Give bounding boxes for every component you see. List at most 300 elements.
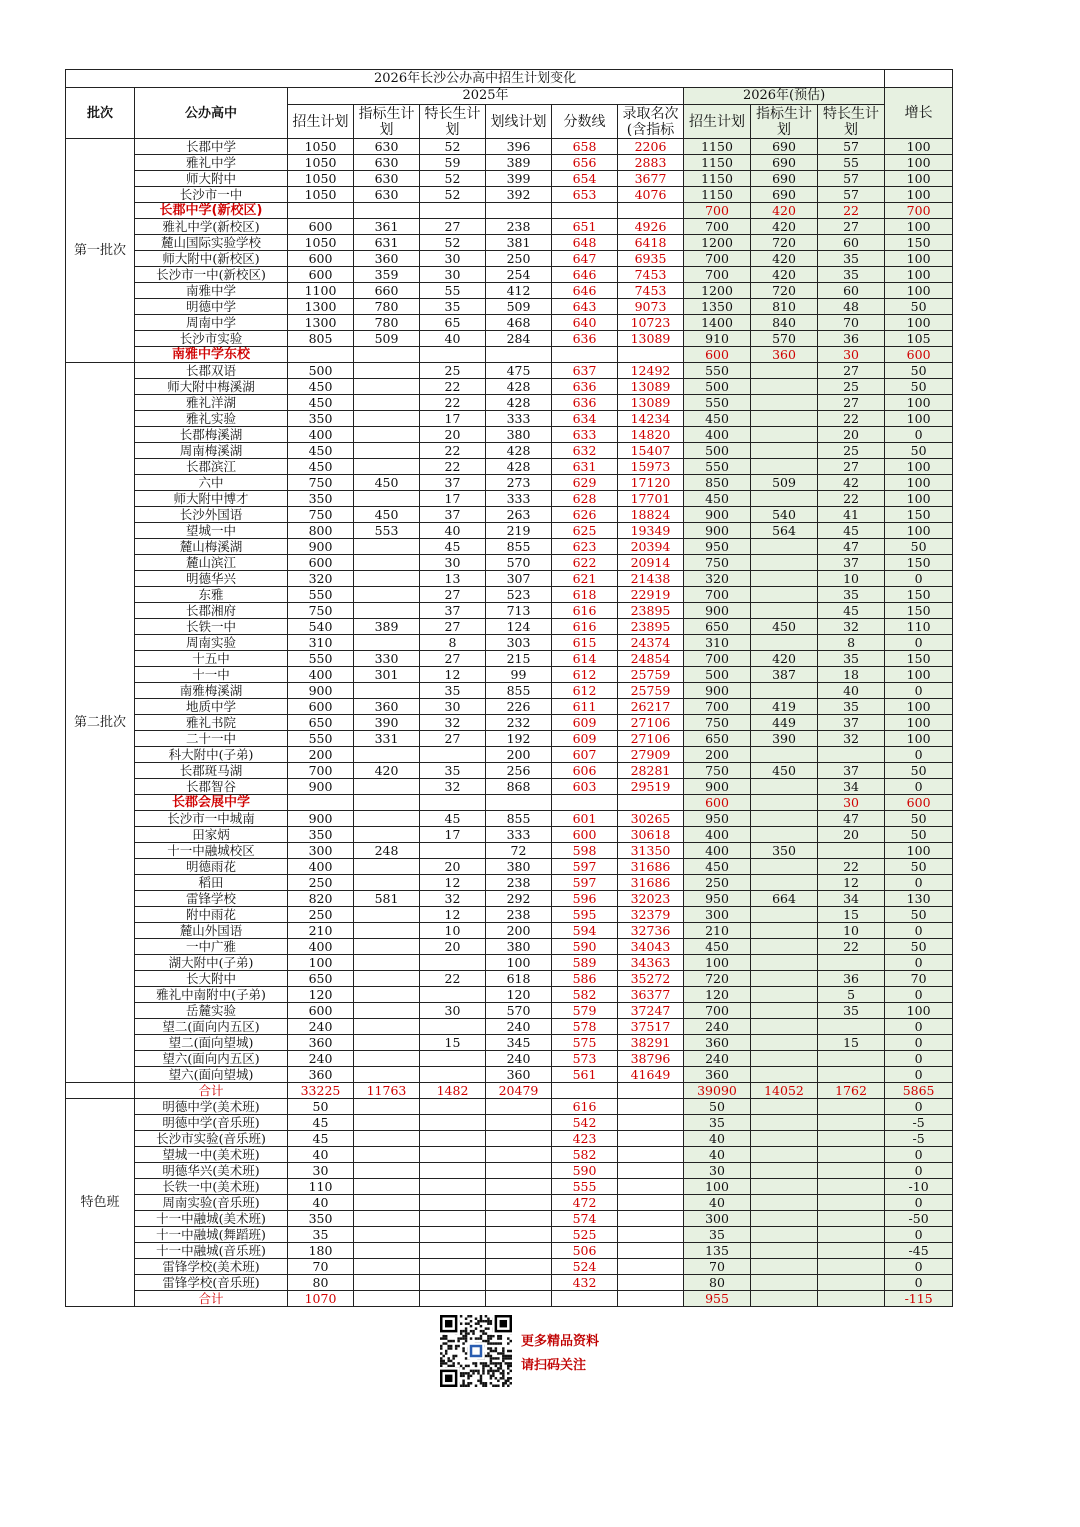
growth: -5 [885, 1115, 953, 1131]
table-row [66, 347, 953, 363]
special-2026: 35 [818, 1003, 885, 1019]
score-2025: 623 [552, 539, 618, 555]
score-2025: 578 [552, 1019, 618, 1035]
quota-2025: 330 [354, 651, 420, 667]
score-2025: 632 [552, 443, 618, 459]
score-2025: 607 [552, 747, 618, 763]
rank-2025: 32736 [618, 923, 684, 939]
enroll-2025: 80 [288, 1275, 354, 1291]
special-2025: 22 [420, 459, 486, 475]
quota-2025 [354, 1179, 420, 1195]
score-2025: 582 [552, 1147, 618, 1163]
school-name: 十一中 [135, 667, 288, 683]
growth: 0 [885, 1019, 953, 1035]
special-2026: 20 [818, 427, 885, 443]
school-name: 田家炳 [135, 827, 288, 843]
enroll-2026: 950 [684, 539, 751, 555]
table-row [66, 1019, 953, 1035]
special-2026: 27 [818, 219, 885, 235]
quota-2025 [354, 971, 420, 987]
qr-caption [521, 1330, 599, 1378]
header-2025: 2025年 [288, 88, 684, 105]
total-row [66, 1083, 953, 1099]
school-name: 南雅梅溪湖 [135, 683, 288, 699]
enroll-2025: 210 [288, 923, 354, 939]
line-plan-2025 [486, 1131, 552, 1147]
score-2025: 609 [552, 731, 618, 747]
special-2025: 20 [420, 859, 486, 875]
table-row [66, 651, 953, 667]
line-plan-2025: 389 [486, 155, 552, 171]
quota-2026: 509 [751, 475, 818, 491]
table-row [66, 555, 953, 571]
line-plan-2025: 399 [486, 171, 552, 187]
special-2025: 30 [420, 267, 486, 283]
total-special-2026: 1762 [818, 1083, 885, 1099]
quota-2026: 570 [751, 331, 818, 347]
enroll-2025: 1100 [288, 283, 354, 299]
special-2026: 36 [818, 331, 885, 347]
line-plan-2025: 226 [486, 699, 552, 715]
line-plan-2025: 238 [486, 875, 552, 891]
enroll-2026: 320 [684, 571, 751, 587]
line-plan-2025: 254 [486, 267, 552, 283]
school-name: 雷锋学校 [135, 891, 288, 907]
table-row [66, 299, 953, 315]
special-2026 [818, 1259, 885, 1275]
score-2025: 612 [552, 667, 618, 683]
quota-2025: 360 [354, 699, 420, 715]
enroll-2025: 600 [288, 699, 354, 715]
special-2025: 32 [420, 891, 486, 907]
quota-2025 [354, 459, 420, 475]
line-plan-2025 [486, 1099, 552, 1115]
special-2026: 30 [818, 347, 885, 363]
rank-2025: 24854 [618, 651, 684, 667]
special-2025 [420, 1243, 486, 1259]
quota-2026 [751, 379, 818, 395]
total-blank [618, 1291, 684, 1307]
school-name: 雅礼实验 [135, 411, 288, 427]
enroll-2026: 720 [684, 971, 751, 987]
quota-2026 [751, 955, 818, 971]
enroll-2025: 320 [288, 571, 354, 587]
special-2026: 32 [818, 619, 885, 635]
school-name: 麓山滨江 [135, 555, 288, 571]
growth: 100 [885, 699, 953, 715]
special-2026: 57 [818, 139, 885, 155]
table-row [66, 1067, 953, 1083]
special-2025: 17 [420, 827, 486, 843]
batch-label: 特色班 [66, 1099, 135, 1307]
special-2025: 27 [420, 219, 486, 235]
quota-2026: 720 [751, 235, 818, 251]
quota-2025: 509 [354, 331, 420, 347]
quota-2026: 450 [751, 619, 818, 635]
enroll-2025: 360 [288, 1067, 354, 1083]
rank-2025: 6935 [618, 251, 684, 267]
enroll-2026: 700 [684, 219, 751, 235]
line-plan-2025: 219 [486, 523, 552, 539]
special-2025: 37 [420, 507, 486, 523]
table-row [66, 827, 953, 843]
growth: 100 [885, 731, 953, 747]
table-row [66, 1035, 953, 1051]
table-row [66, 763, 953, 779]
enroll-2025: 1300 [288, 315, 354, 331]
special-2025 [420, 1019, 486, 1035]
school-name: 长铁一中 [135, 619, 288, 635]
enroll-2025: 240 [288, 1019, 354, 1035]
school-name: 师大附中 [135, 171, 288, 187]
special-2025: 65 [420, 315, 486, 331]
line-plan-2025: 256 [486, 763, 552, 779]
line-plan-2025 [486, 203, 552, 219]
growth: 100 [885, 315, 953, 331]
growth: 50 [885, 539, 953, 555]
quota-2026: 390 [751, 731, 818, 747]
growth: 50 [885, 379, 953, 395]
enroll-2025: 750 [288, 507, 354, 523]
table-row [66, 683, 953, 699]
score-2025: 579 [552, 1003, 618, 1019]
score-2025: 597 [552, 859, 618, 875]
quota-2025 [354, 443, 420, 459]
special-2025 [420, 747, 486, 763]
title-blank-cell [885, 70, 953, 88]
rank-2025: 27909 [618, 747, 684, 763]
quota-2025: 581 [354, 891, 420, 907]
line-plan-2025: 232 [486, 715, 552, 731]
rank-2025: 31350 [618, 843, 684, 859]
special-2026: 22 [818, 411, 885, 427]
enroll-2025: 360 [288, 1035, 354, 1051]
score-2025: 654 [552, 171, 618, 187]
quota-2026 [751, 411, 818, 427]
enroll-2026: 200 [684, 747, 751, 763]
quota-2025 [354, 571, 420, 587]
quota-2026: 720 [751, 283, 818, 299]
table-row [66, 843, 953, 859]
line-plan-2025 [486, 1227, 552, 1243]
school-name: 雅礼中学 [135, 155, 288, 171]
growth: 0 [885, 635, 953, 651]
enroll-2026: 550 [684, 395, 751, 411]
quota-2025 [354, 1163, 420, 1179]
quota-2025 [354, 747, 420, 763]
growth: 0 [885, 1195, 953, 1211]
rank-2025 [618, 1163, 684, 1179]
enroll-2026: 1150 [684, 139, 751, 155]
school-name: 长沙外国语 [135, 507, 288, 523]
special-2026 [818, 1019, 885, 1035]
score-2025: 653 [552, 187, 618, 203]
table-row [66, 1243, 953, 1259]
enroll-2025: 300 [288, 843, 354, 859]
line-plan-2025 [486, 1243, 552, 1259]
rank-2025: 23895 [618, 619, 684, 635]
line-plan-2025 [486, 1259, 552, 1275]
line-plan-2025: 120 [486, 987, 552, 1003]
enroll-2025: 750 [288, 603, 354, 619]
quota-2025 [354, 811, 420, 827]
special-2026: 22 [818, 491, 885, 507]
table-row [66, 747, 953, 763]
school-name: 地质中学 [135, 699, 288, 715]
enroll-2025: 550 [288, 731, 354, 747]
line-plan-2025: 333 [486, 827, 552, 843]
score-2025: 636 [552, 379, 618, 395]
special-2026: 57 [818, 187, 885, 203]
school-name: 一中广雅 [135, 939, 288, 955]
enroll-2026: 1200 [684, 235, 751, 251]
enroll-2026: 1150 [684, 155, 751, 171]
score-2025: 525 [552, 1227, 618, 1243]
school-name: 望二(面向内五区) [135, 1019, 288, 1035]
growth: 130 [885, 891, 953, 907]
special-2025: 30 [420, 1003, 486, 1019]
table-row [66, 187, 953, 203]
school-name: 麓山外国语 [135, 923, 288, 939]
school-name: 周南梅溪湖 [135, 443, 288, 459]
score-2025: 612 [552, 683, 618, 699]
line-plan-2025: 200 [486, 923, 552, 939]
growth: 0 [885, 1227, 953, 1243]
score-2025: 658 [552, 139, 618, 155]
growth: 110 [885, 619, 953, 635]
table-row [66, 987, 953, 1003]
special-2026 [818, 1115, 885, 1131]
enroll-2026: 40 [684, 1131, 751, 1147]
quota-2026 [751, 603, 818, 619]
quota-2025 [354, 587, 420, 603]
growth: 0 [885, 1275, 953, 1291]
score-2025: 611 [552, 699, 618, 715]
quota-2025: 359 [354, 267, 420, 283]
score-2025: 597 [552, 875, 618, 891]
special-2025: 22 [420, 379, 486, 395]
enroll-2025: 900 [288, 779, 354, 795]
score-2025: 423 [552, 1131, 618, 1147]
special-2026: 36 [818, 971, 885, 987]
line-plan-2025: 868 [486, 779, 552, 795]
rank-2025: 38291 [618, 1035, 684, 1051]
rank-2025 [618, 1211, 684, 1227]
table-row [66, 715, 953, 731]
special-2025: 27 [420, 651, 486, 667]
rank-2025 [618, 1147, 684, 1163]
enroll-2026: 50 [684, 1099, 751, 1115]
growth: 0 [885, 1051, 953, 1067]
special-2026: 37 [818, 715, 885, 731]
special-2026: 37 [818, 763, 885, 779]
enroll-2026: 35 [684, 1227, 751, 1243]
enroll-2025: 250 [288, 907, 354, 923]
special-2026: 25 [818, 379, 885, 395]
quota-2025 [354, 1019, 420, 1035]
special-2025: 37 [420, 475, 486, 491]
special-2026 [818, 1243, 885, 1259]
enroll-2025: 1050 [288, 235, 354, 251]
table-row [66, 363, 953, 379]
quota-2025: 360 [354, 251, 420, 267]
line-plan-2025: 100 [486, 955, 552, 971]
line-plan-2025: 240 [486, 1019, 552, 1035]
enroll-2026: 360 [684, 1035, 751, 1051]
rank-2025: 34363 [618, 955, 684, 971]
table-row [66, 491, 953, 507]
enroll-2026: 1150 [684, 187, 751, 203]
enroll-2026: 900 [684, 507, 751, 523]
growth: 100 [885, 491, 953, 507]
growth: 100 [885, 251, 953, 267]
score-2025: 656 [552, 155, 618, 171]
special-2025: 35 [420, 763, 486, 779]
enroll-2025: 650 [288, 715, 354, 731]
special-2025 [420, 1211, 486, 1227]
growth: 150 [885, 587, 953, 603]
total-blank [486, 1291, 552, 1307]
growth: 0 [885, 1259, 953, 1275]
quota-2025 [354, 555, 420, 571]
school-name: 雅礼书院 [135, 715, 288, 731]
special-2026: 35 [818, 651, 885, 667]
quota-2026 [751, 635, 818, 651]
enroll-2025: 200 [288, 747, 354, 763]
enroll-2026: 100 [684, 1179, 751, 1195]
school-name: 周南中学 [135, 315, 288, 331]
enroll-2026: 910 [684, 331, 751, 347]
school-name: 明德雨花 [135, 859, 288, 875]
enroll-2025: 350 [288, 1211, 354, 1227]
rank-2025 [618, 1099, 684, 1115]
enroll-2026: 900 [684, 779, 751, 795]
table-row [66, 171, 953, 187]
enroll-2026: 700 [684, 699, 751, 715]
quota-2025 [354, 539, 420, 555]
table-row [66, 587, 953, 603]
table-row [66, 331, 953, 347]
total-enroll-2026: 39090 [684, 1083, 751, 1099]
quota-2026 [751, 811, 818, 827]
table-body [66, 139, 953, 1307]
line-plan-2025: 273 [486, 475, 552, 491]
rank-2025: 31686 [618, 859, 684, 875]
total-special-2025: 1482 [420, 1083, 486, 1099]
quota-2025: 420 [354, 763, 420, 779]
special-2025 [420, 1275, 486, 1291]
score-2025: 586 [552, 971, 618, 987]
special-2025 [420, 1147, 486, 1163]
special-2026: 22 [818, 203, 885, 219]
special-2026: 45 [818, 523, 885, 539]
special-2026 [818, 1147, 885, 1163]
quota-2025 [354, 1147, 420, 1163]
growth: 0 [885, 427, 953, 443]
quota-2026 [751, 795, 818, 811]
total-score-blank [552, 1083, 618, 1099]
quota-2025 [354, 827, 420, 843]
special-2025: 13 [420, 571, 486, 587]
table-row [66, 1115, 953, 1131]
growth: 100 [885, 187, 953, 203]
enroll-2025: 600 [288, 219, 354, 235]
enroll-2025: 1300 [288, 299, 354, 315]
quota-2026: 450 [751, 763, 818, 779]
table-row [66, 427, 953, 443]
enroll-2026: 450 [684, 859, 751, 875]
line-plan-2025 [486, 1211, 552, 1227]
table-row [66, 1163, 953, 1179]
qr-code-icon [440, 1315, 512, 1387]
special-2025 [420, 1099, 486, 1115]
table-row [66, 571, 953, 587]
quota-2026 [751, 1211, 818, 1227]
score-2025: 625 [552, 523, 618, 539]
line-plan-2025 [486, 1275, 552, 1291]
school-name: 南雅中学 [135, 283, 288, 299]
special-2025: 30 [420, 699, 486, 715]
header-growth: 增长 [885, 88, 953, 139]
quota-2026 [751, 571, 818, 587]
special-2026: 34 [818, 779, 885, 795]
quota-2026: 664 [751, 891, 818, 907]
quota-2025 [354, 395, 420, 411]
score-2025: 643 [552, 299, 618, 315]
special-2025 [420, 955, 486, 971]
enroll-2026: 1200 [684, 283, 751, 299]
enroll-2025: 110 [288, 1179, 354, 1195]
total-label: 合计 [135, 1291, 288, 1307]
growth: 700 [885, 203, 953, 219]
score-2025: 590 [552, 1163, 618, 1179]
quota-2026 [751, 1099, 818, 1115]
quota-2026: 690 [751, 155, 818, 171]
school-name: 二十一中 [135, 731, 288, 747]
enroll-2026: 1400 [684, 315, 751, 331]
header-line-2025: 划线计划 [486, 105, 552, 139]
score-2025: 609 [552, 715, 618, 731]
quota-2025: 450 [354, 507, 420, 523]
enroll-2025: 400 [288, 859, 354, 875]
special-2026: 12 [818, 875, 885, 891]
enroll-2025: 600 [288, 1003, 354, 1019]
header-enroll-2025: 招生计划 [288, 105, 354, 139]
table-row [66, 667, 953, 683]
school-name: 明德中学(音乐班) [135, 1115, 288, 1131]
enroll-2025: 900 [288, 539, 354, 555]
special-2025: 40 [420, 331, 486, 347]
enroll-2025 [288, 347, 354, 363]
enroll-2026: 40 [684, 1147, 751, 1163]
special-2025: 22 [420, 395, 486, 411]
special-2025 [420, 987, 486, 1003]
school-name: 长沙市实验 [135, 331, 288, 347]
special-2026: 60 [818, 235, 885, 251]
enroll-2025: 120 [288, 987, 354, 1003]
score-2025: 524 [552, 1259, 618, 1275]
school-name: 长沙市一中 [135, 187, 288, 203]
enroll-2025: 350 [288, 411, 354, 427]
growth: 0 [885, 923, 953, 939]
quota-2026 [751, 1195, 818, 1211]
enroll-2026: 300 [684, 1211, 751, 1227]
special-2026: 32 [818, 731, 885, 747]
line-plan-2025: 238 [486, 219, 552, 235]
school-name: 师大附中梅溪湖 [135, 379, 288, 395]
school-name: 雅礼中学(新校区) [135, 219, 288, 235]
line-plan-2025: 303 [486, 635, 552, 651]
